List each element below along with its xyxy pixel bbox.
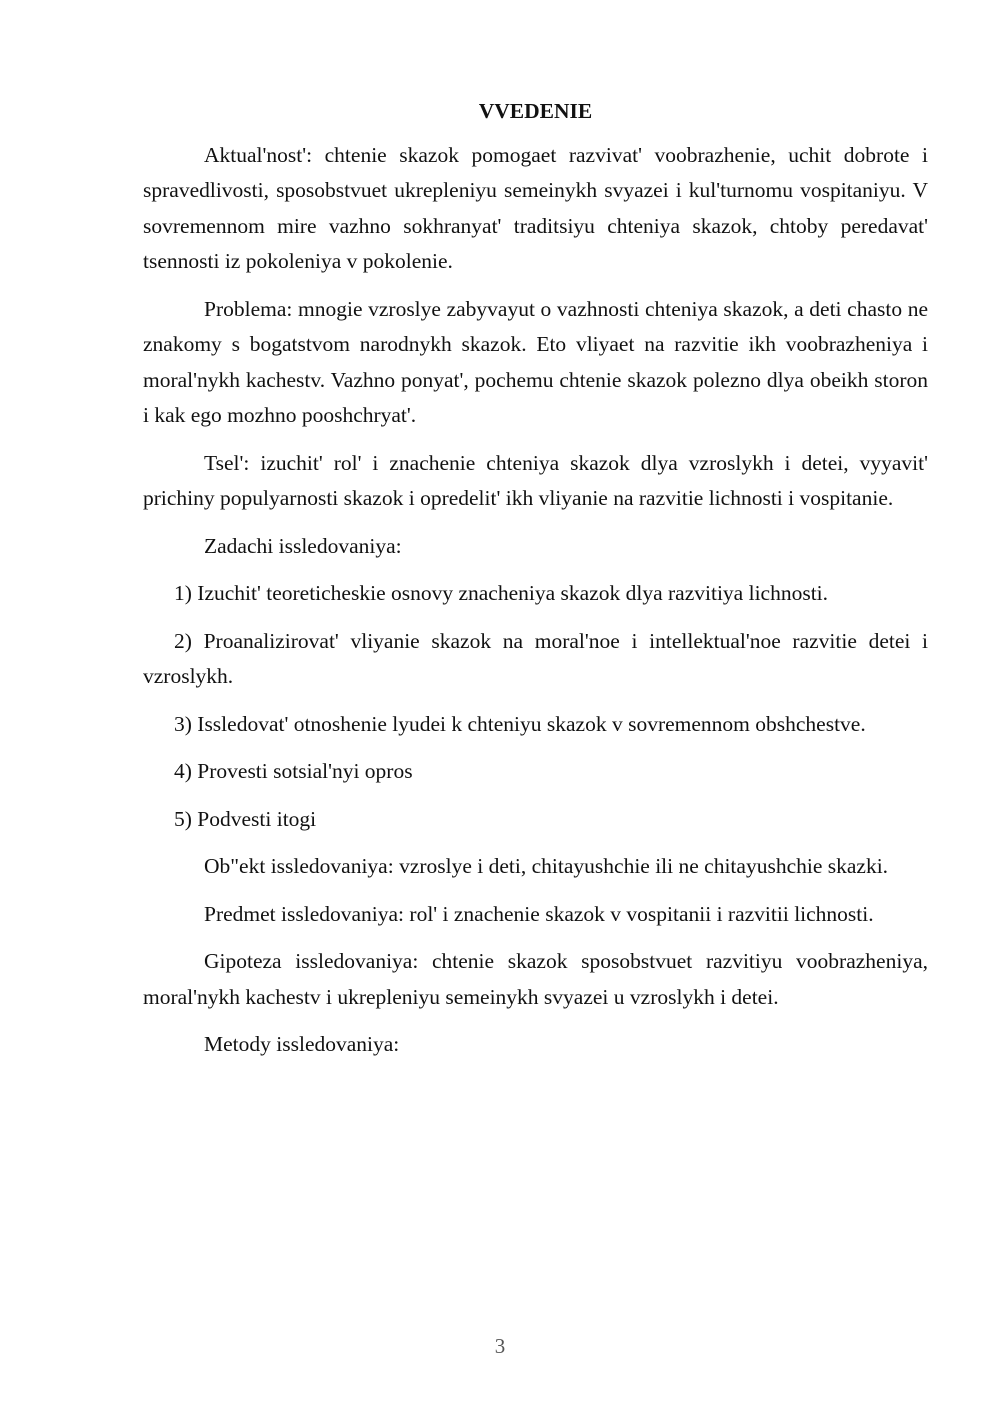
task-item-3: 3) Issledovat' otnoshenie lyudei k chteniyu skazok v sovremennom obshchestve. xyxy=(174,711,866,736)
document-body xyxy=(143,94,928,1075)
task-item-5: 5) Podvesti itogi xyxy=(174,806,317,831)
tasks-heading: Zadachi issledovaniya: xyxy=(204,533,402,558)
task-item-2: 2) Proanalizirovat' vliyanie skazok na moral'noe i intellektual'noe razvitie detei i vzroslykh. xyxy=(143,628,928,688)
task-item-1: 1) Izuchit' teoreticheskie osnovy znacheniya skazok dlya razvitiya lichnosti. xyxy=(174,581,829,605)
hypothesis-paragraph: Gipoteza issledovaniya: chtenie skazok sposobstvuet razvitiyu voobrazheniya, moral'nykh kachestv i ukrepleniyu semeinykh svyazei u vzroslykh i detei. xyxy=(143,949,928,1009)
methods-heading: Metody issledovaniya: xyxy=(204,1032,400,1056)
section-title: VVEDENIE xyxy=(478,99,593,123)
task-item-4: 4) Provesti sotsial'nyi opros xyxy=(174,759,413,783)
relevance-paragraph: Aktual'nost': chtenie skazok pomogaet razvivat' voobrazhenie, uchit dobrote i spravedlivosti, sposobstvuet ukrepleniyu semeinykh svyazei i kul'turnomu vospitaniyu. V sovremennom mire vazhno sokhranyat' traditsiyu chteniya skazok, chtoby peredavat' tsennosti iz pokoleniya v pokolenie. xyxy=(143,142,928,273)
goal-paragraph: Tsel': izuchit' rol' i znachenie chteniya skazok dlya vzroslykh i detei, vyyavit' prichiny populyarnosti skazok i opredelit' ikh vliyanie na razvitie lichnosti i vospitanie. xyxy=(143,450,928,510)
page-number: 3 xyxy=(494,1334,506,1358)
problem-paragraph: Problema: mnogie vzroslye zabyvayut o vazhnosti chteniya skazok, a deti chasto ne znakomy s bogatstvom narodnykh skazok. Eto vliyaet na razvitie ikh voobrazheniya i moral'nykh kachestv. Vazhno ponyat', pochemu chtenie skazok polezno dlya obeikh storon i kak ego mozhno pooshchryat'. xyxy=(143,296,928,427)
object-paragraph: Ob"ekt issledovaniya: vzroslye i deti, chitayushchie ili ne chitayushchie skazki. xyxy=(204,854,889,878)
subject-paragraph: Predmet issledovaniya: rol' i znachenie skazok v vospitanii i razvitii lichnosti. xyxy=(204,901,874,926)
